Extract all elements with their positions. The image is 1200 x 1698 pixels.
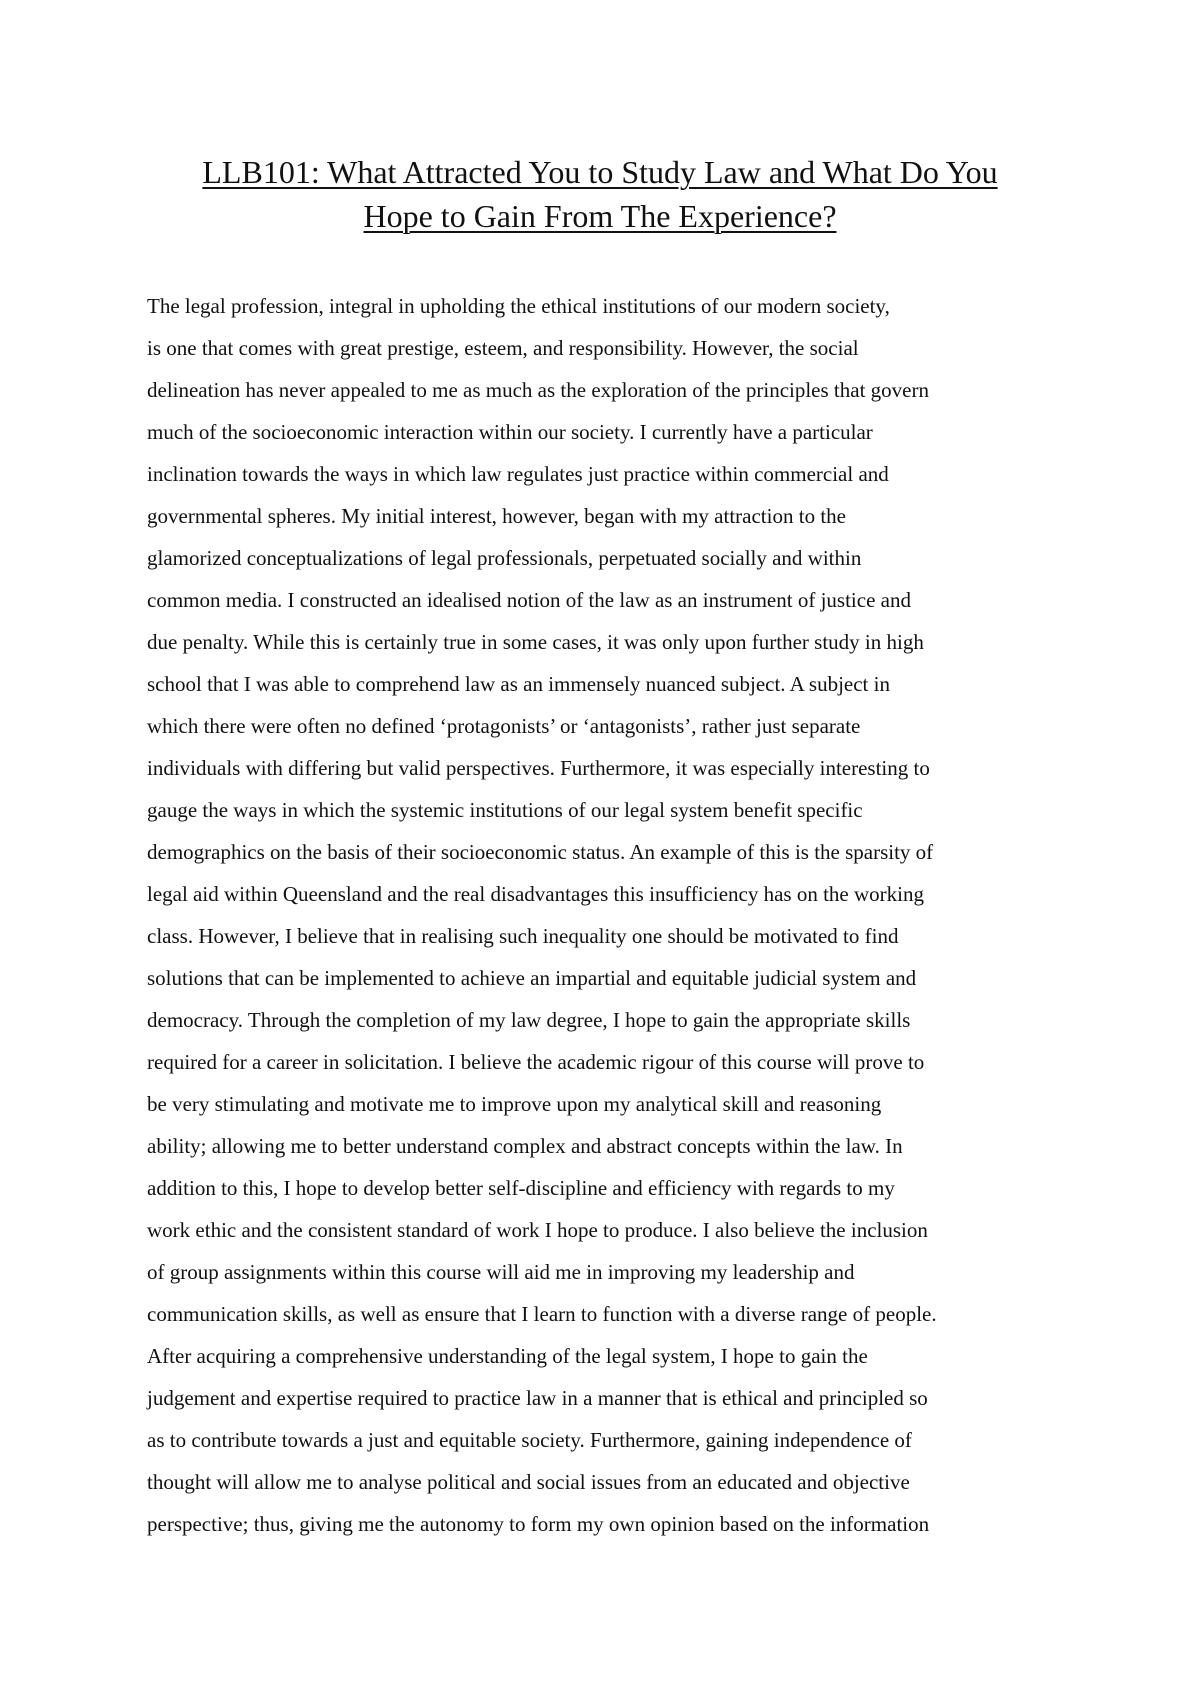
body-line: due penalty. While this is certainly true in some cases, it was only upon further study in high xyxy=(147,630,924,654)
body-line: solutions that can be implemented to achieve an impartial and equitable judicial system and xyxy=(147,966,917,990)
body-line: ability; allowing me to better understand complex and abstract concepts within the law. In xyxy=(147,1134,903,1158)
body-line: is one that comes with great prestige, esteem, and responsibility. However, the social xyxy=(147,336,859,360)
body-line: be very stimulating and motivate me to improve upon my analytical skill and reasoning xyxy=(147,1092,882,1116)
body-line: judgement and expertise required to practice law in a manner that is ethical and principled so xyxy=(147,1386,928,1410)
body-line: required for a career in solicitation. I believe the academic rigour of this course will prove to xyxy=(147,1050,925,1074)
body-line: much of the socioeconomic interaction within our society. I currently have a particular xyxy=(147,420,873,444)
body-line: common media. I constructed an idealised notion of the law as an instrument of justice and xyxy=(147,588,911,612)
body-line: addition to this, I hope to develop better self-discipline and efficiency with regards to my xyxy=(147,1176,895,1200)
document-title xyxy=(100,150,1100,238)
body-line: legal aid within Queensland and the real disadvantages this insufficiency has on the working xyxy=(147,882,924,906)
body-line: school that I was able to comprehend law as an immensely nuanced subject. A subject in xyxy=(147,672,890,696)
body-line: class. However, I believe that in realising such inequality one should be motivated to find xyxy=(147,924,899,948)
body-line: glamorized conceptualizations of legal professionals, perpetuated socially and within xyxy=(147,546,862,570)
title-line: Hope to Gain From The Experience? xyxy=(363,198,837,234)
body-line: of group assignments within this course will aid me in improving my leadership and xyxy=(147,1260,855,1284)
body-line: democracy. Through the completion of my law degree, I hope to gain the appropriate skills xyxy=(147,1008,911,1032)
body-line: work ethic and the consistent standard of work I hope to produce. I also believe the inclusion xyxy=(147,1218,928,1242)
body-line: gauge the ways in which the systemic institutions of our legal system benefit specific xyxy=(147,798,863,822)
body-line: governmental spheres. My initial interest, however, began with my attraction to the xyxy=(147,504,846,528)
body-line: After acquiring a comprehensive understanding of the legal system, I hope to gain the xyxy=(147,1344,868,1368)
body-line: communication skills, as well as ensure that I learn to function with a diverse range of people. xyxy=(147,1302,937,1326)
body-line: delineation has never appealed to me as much as the exploration of the principles that govern xyxy=(147,378,929,402)
essay-body xyxy=(147,285,1147,1545)
body-line: inclination towards the ways in which law regulates just practice within commercial and xyxy=(147,462,889,486)
body-line: The legal profession, integral in upholding the ethical institutions of our modern society, xyxy=(147,294,890,318)
body-line: individuals with differing but valid perspectives. Furthermore, it was especially interesting to xyxy=(147,756,930,780)
body-line: as to contribute towards a just and equitable society. Furthermore, gaining independence of xyxy=(147,1428,912,1452)
body-line: which there were often no defined ‘protagonists’ or ‘antagonists’, rather just separate xyxy=(147,714,861,738)
body-line: thought will allow me to analyse political and social issues from an educated and objective xyxy=(147,1470,910,1494)
title-line: LLB101: What Attracted You to Study Law and What Do You xyxy=(202,154,998,190)
body-line: demographics on the basis of their socioeconomic status. An example of this is the sparsity of xyxy=(147,840,934,864)
body-line: perspective; thus, giving me the autonomy to form my own opinion based on the information xyxy=(147,1512,930,1536)
